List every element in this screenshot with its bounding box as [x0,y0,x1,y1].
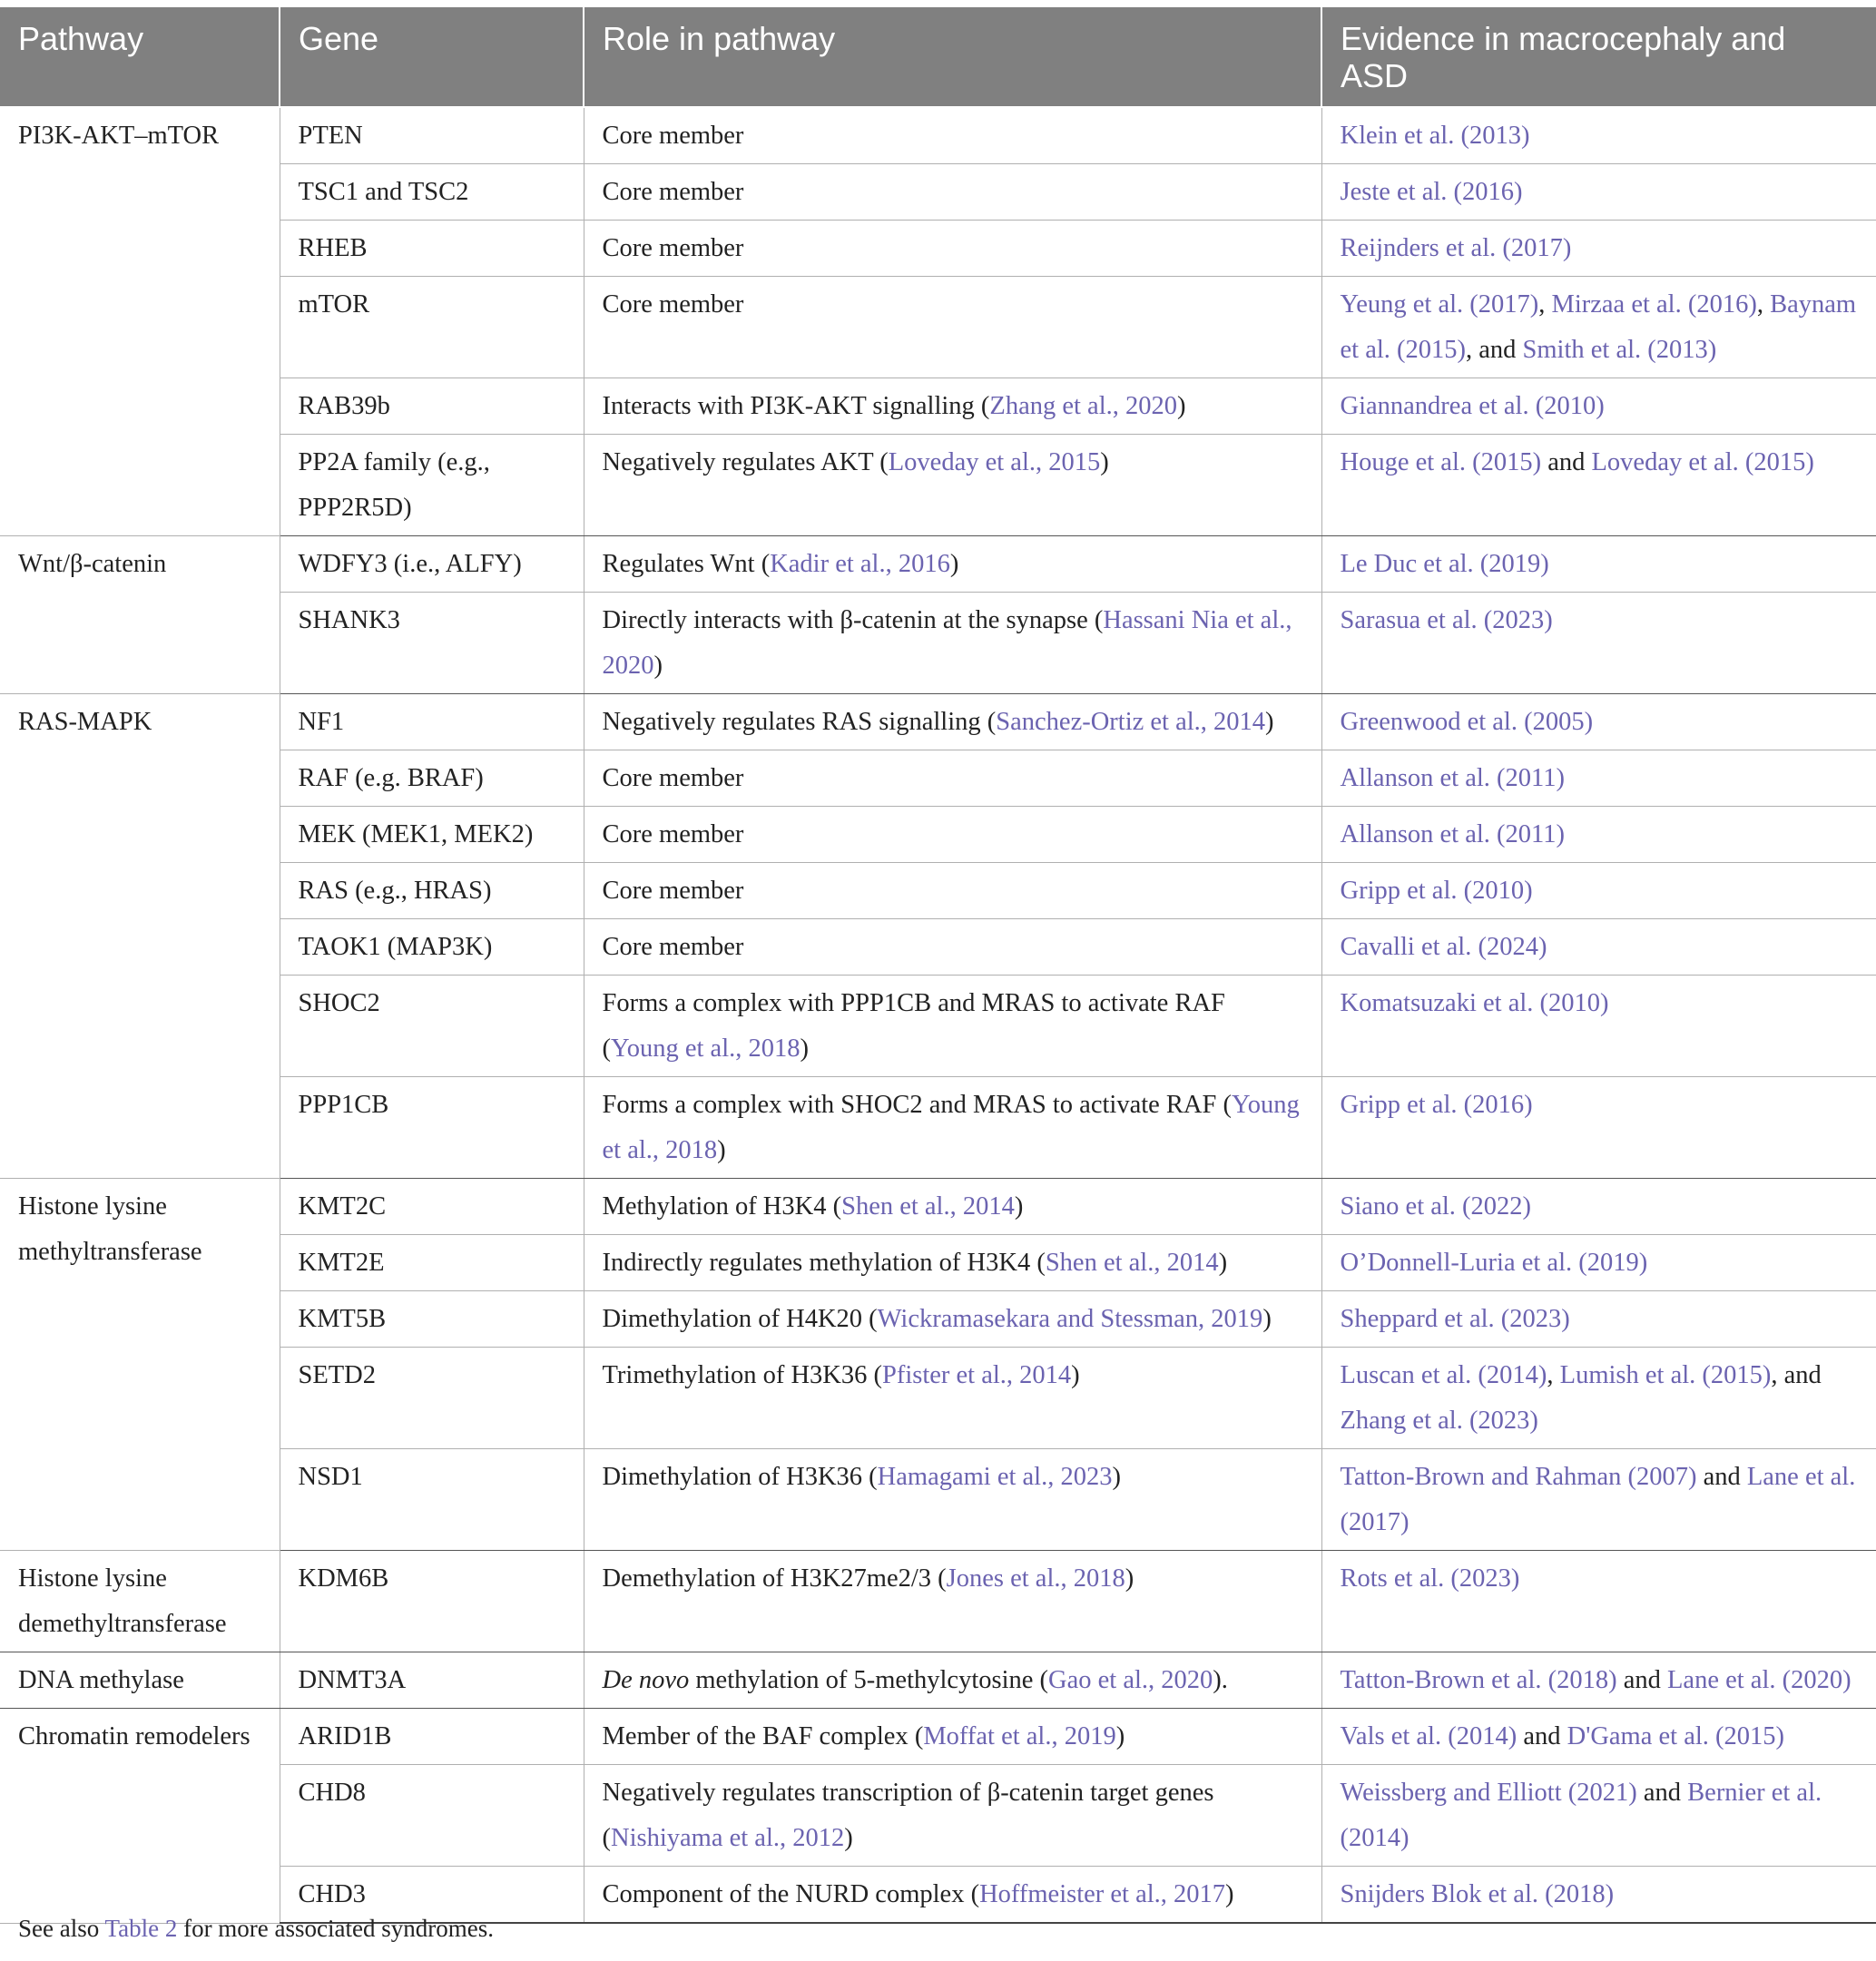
citation-link[interactable]: Cavalli et al. (2024) [1340,933,1547,961]
pathway-cell: Histone lysine methyltransferase [0,1179,280,1551]
gene-cell: RAF (e.g. BRAF) [280,750,584,807]
paren: ( [1087,606,1104,634]
paren: ( [826,1192,842,1221]
footnote-text: for more associated syndromes. [177,1915,494,1942]
evidence-cell [1321,919,1876,976]
gene-cell: DNMT3A [280,1652,584,1709]
header-pathway: Pathway [0,7,280,107]
gene-cell: RAS (e.g., HRAS) [280,863,584,919]
citation-link[interactable]: Mirzaa et al. (2016) [1551,290,1757,319]
citation-link[interactable]: Allanson et al. (2011) [1340,764,1565,792]
citation-link[interactable]: Gao et al., 2020 [1048,1666,1213,1694]
evidence-cell [1321,1709,1876,1765]
role-text: Component of the NURD complex [602,1880,965,1908]
gene-cell: WDFY3 (i.e., ALFY) [280,536,584,593]
separator: , and [1466,336,1523,364]
citation-link[interactable]: Allanson et al. (2011) [1340,820,1565,848]
evidence-cell [1321,277,1876,378]
gene-cell: ARID1B [280,1709,584,1765]
table-row [0,919,1876,976]
citation-link[interactable]: Smith et al. (2013) [1522,336,1717,364]
evidence-cell [1321,1235,1876,1291]
pathway-cell: RAS-MAPK [0,694,280,1179]
table-row [0,593,1876,694]
gene-cell: NSD1 [280,1449,584,1551]
paren: ). [1213,1666,1228,1694]
role-cell [584,1077,1321,1179]
role-cell: Core member [584,277,1321,378]
gene-cell: PPP1CB [280,1077,584,1179]
citation-link[interactable]: Zhang et al., 2020 [989,392,1177,420]
paren: ) [1071,1361,1080,1389]
gene-cell: SHOC2 [280,976,584,1077]
citation-link[interactable]: Zhang et al. (2023) [1340,1407,1538,1435]
role-cell [584,1348,1321,1449]
citation-link[interactable]: Hassani Nia et al., 2020 [602,606,1292,680]
separator: and [1541,448,1592,476]
header-role: Role in pathway [584,7,1321,107]
evidence-cell [1321,593,1876,694]
evidence-cell [1321,750,1876,807]
gene-cell: KMT2C [280,1179,584,1235]
citation-link[interactable]: Pfister et al., 2014 [882,1361,1072,1389]
role-text: Dimethylation of H3K36 [602,1463,863,1491]
gene-cell: CHD8 [280,1765,584,1867]
citation-link[interactable]: Young et al., 2018 [611,1034,800,1063]
gene-cell: RAB39b [280,378,584,435]
table-row [0,750,1876,807]
gene-cell: MEK (MEK1, MEK2) [280,807,584,863]
role-text: Demethylation of H3K27me2/3 [602,1564,932,1593]
table-row [0,976,1876,1077]
role-cell: Core member [584,919,1321,976]
citation-link[interactable]: Lane et al. (2020) [1667,1666,1851,1694]
paren: ( [862,1305,878,1333]
role-cell [584,593,1321,694]
citation-link[interactable]: Baynam et al. (2015) [1340,290,1857,364]
evidence-cell [1321,694,1876,750]
table-row [0,1551,1876,1652]
role-emphasis: De novo [602,1666,690,1694]
gene-cell: SHANK3 [280,593,584,694]
table-row [0,1652,1876,1709]
role-cell [584,1765,1321,1867]
citation-link[interactable]: Shen et al., 2014 [1045,1249,1219,1277]
pathway-cell: Histone lysine demethyltransferase [0,1551,280,1652]
evidence-cell [1321,107,1876,164]
citation-link[interactable]: Loveday et al., 2015 [888,448,1101,476]
role-cell: Core member [584,750,1321,807]
separator: and [1616,1666,1668,1694]
citation-link[interactable]: Jones et al., 2018 [946,1564,1125,1593]
separator: , [1538,290,1552,319]
paren: ) [1112,1463,1121,1491]
citation-link[interactable]: Shen et al., 2014 [841,1192,1015,1221]
table-row [0,863,1876,919]
pathway-cell: DNA methylase [0,1652,280,1709]
citation-link[interactable]: Klein et al. (2013) [1340,122,1530,150]
role-text: Directly interacts with β-catenin at the synapse [602,606,1088,634]
pathway-cell: PI3K-AKT–mTOR [0,107,280,536]
role-cell [584,1551,1321,1652]
citation-link[interactable]: Snijders Blok et al. (2018) [1340,1880,1615,1908]
paren: ) [800,1034,809,1063]
separator: , and [1771,1361,1822,1389]
evidence-cell [1321,1077,1876,1179]
paren: ) [653,652,663,680]
citation-link[interactable]: Nishiyama et al., 2012 [611,1824,845,1852]
citation-link[interactable]: Luscan et al. (2014) [1340,1361,1547,1389]
role-cell [584,1449,1321,1551]
table-2-link[interactable]: Table 2 [104,1915,178,1942]
paren: ( [1030,1249,1046,1277]
separator: and [1696,1463,1747,1491]
citation-link[interactable]: Moffat et al., 2019 [923,1722,1116,1750]
evidence-cell [1321,378,1876,435]
citation-link[interactable]: Komatsuzaki et al. (2010) [1340,989,1609,1017]
header-evidence: Evidence in macrocephaly and ASD [1321,7,1876,107]
role-text: Trimethylation of H3K36 [602,1361,868,1389]
paren: ) [1115,1722,1125,1750]
role-text: Indirectly regulates methylation of H3K4 [602,1249,1031,1277]
role-text: Interacts with PI3K-AKT signalling [602,392,975,420]
paren: ( [602,1034,611,1063]
role-text: Regulates Wnt [602,550,755,578]
table-row [0,536,1876,593]
role-cell [584,1867,1321,1924]
gene-cell: RHEB [280,221,584,277]
paren: ) [1218,1249,1228,1277]
evidence-cell [1321,1867,1876,1924]
separator: , [1756,290,1771,319]
paren: ) [949,550,959,578]
citation-link[interactable]: Bernier et al. (2014) [1340,1779,1822,1852]
table-row [0,378,1876,435]
citation-link[interactable]: Houge et al. (2015) [1340,448,1542,476]
table-row [0,164,1876,221]
header-gene: Gene [280,7,584,107]
evidence-cell [1321,1348,1876,1449]
role-cell [584,1652,1321,1709]
citation-link[interactable]: Hoffmeister et al., 2017 [979,1880,1226,1908]
role-text: methylation of 5-methylcytosine [689,1666,1034,1694]
table-row [0,807,1876,863]
pathway-gene-table-container [0,7,1876,1924]
table-row [0,277,1876,378]
paren: ( [862,1463,878,1491]
evidence-cell [1321,221,1876,277]
citation-link[interactable]: Tatton-Brown et al. (2018) [1340,1666,1617,1694]
gene-cell: mTOR [280,277,584,378]
role-text: Forms a complex with PPP1CB and MRAS to activate RAF [602,989,1225,1017]
citation-link[interactable]: Hamagami et al., 2023 [877,1463,1113,1491]
paren: ) [844,1824,853,1852]
gene-cell: SETD2 [280,1348,584,1449]
citation-link[interactable]: Yeung et al. (2017) [1340,290,1539,319]
paren: ( [931,1564,947,1593]
paren: ( [873,448,889,476]
table-row [0,694,1876,750]
role-cell: Core member [584,807,1321,863]
gene-cell: TAOK1 (MAP3K) [280,919,584,976]
citation-link[interactable]: Lane et al. (2017) [1340,1463,1856,1536]
role-cell: Core member [584,164,1321,221]
separator: , [1547,1361,1560,1389]
citation-link[interactable]: Giannandrea et al. (2010) [1340,392,1605,420]
evidence-cell [1321,164,1876,221]
table-row [0,1077,1876,1179]
citation-link[interactable]: Le Duc et al. (2019) [1340,550,1549,578]
role-cell [584,536,1321,593]
citation-link[interactable]: Sheppard et al. (2023) [1340,1305,1570,1333]
paren: ) [1262,1305,1272,1333]
citation-link[interactable]: Vals et al. (2014) [1340,1722,1517,1750]
evidence-cell [1321,863,1876,919]
evidence-cell [1321,1652,1876,1709]
citation-link[interactable]: Wickramasekara and Stessman, 2019 [877,1305,1263,1333]
evidence-cell [1321,1551,1876,1652]
role-cell: Core member [584,863,1321,919]
paren: ( [974,392,990,420]
citation-link[interactable]: Gripp et al. (2016) [1340,1091,1533,1119]
paren: ) [1225,1880,1234,1908]
role-cell: Core member [584,107,1321,164]
separator: and [1517,1722,1567,1750]
citation-link[interactable]: Rots et al. (2023) [1340,1564,1520,1593]
gene-cell: CHD3 [280,1867,584,1924]
paren: ( [980,708,997,736]
citation-link[interactable]: Jeste et al. (2016) [1340,178,1523,206]
role-text: Dimethylation of H4K20 [602,1305,863,1333]
paren: ( [1216,1091,1232,1119]
citation-link[interactable]: Weissberg and Elliott (2021) [1340,1779,1637,1807]
paren: ) [1100,448,1109,476]
paren: ) [1014,1192,1024,1221]
citation-link[interactable]: Sanchez-Ortiz et al., 2014 [996,708,1266,736]
role-cell [584,1291,1321,1348]
citation-link[interactable]: D'Gama et al. (2015) [1567,1722,1784,1750]
gene-cell: NF1 [280,694,584,750]
evidence-cell [1321,1291,1876,1348]
gene-cell: KMT2E [280,1235,584,1291]
role-cell [584,694,1321,750]
evidence-cell [1321,807,1876,863]
role-cell [584,1235,1321,1291]
paren: ) [1265,708,1274,736]
role-cell [584,435,1321,536]
table-row [0,1291,1876,1348]
gene-cell: TSC1 and TSC2 [280,164,584,221]
table-header-row [0,7,1876,107]
paren: ( [602,1824,611,1852]
citation-link[interactable]: Sarasua et al. (2023) [1340,606,1553,634]
role-text: Forms a complex with SHOC2 and MRAS to activate RAF [602,1091,1217,1119]
citation-link[interactable]: Reijnders et al. (2017) [1340,234,1572,262]
citation-link[interactable]: Tatton-Brown and Rahman (2007) [1340,1463,1697,1491]
paren: ) [1177,392,1186,420]
citation-link[interactable]: Greenwood et al. (2005) [1340,708,1594,736]
table-footnote [18,1915,494,1943]
pathway-cell: Wnt/β-catenin [0,536,280,694]
evidence-cell [1321,1765,1876,1867]
role-text: Negatively regulates transcription of β-catenin target genes [602,1779,1214,1807]
paren: ) [717,1136,726,1164]
evidence-cell [1321,536,1876,593]
role-text: Member of the BAF complex [602,1722,909,1750]
paren: ( [754,550,771,578]
citation-link[interactable]: Gripp et al. (2010) [1340,877,1533,905]
paren: ( [867,1361,882,1389]
citation-link[interactable]: Kadir et al., 2016 [770,550,950,578]
citation-link[interactable]: Loveday et al. (2015) [1591,448,1814,476]
table-row [0,1235,1876,1291]
table-row [0,107,1876,164]
pathway-cell: Chromatin remodelers [0,1709,280,1924]
gene-cell: KMT5B [280,1291,584,1348]
pathway-gene-table [0,7,1876,1924]
table-row [0,1765,1876,1867]
paren: ( [964,1880,980,1908]
gene-cell: PTEN [280,107,584,164]
table-row [0,1179,1876,1235]
evidence-cell [1321,976,1876,1077]
citation-link[interactable]: Lumish et al. (2015) [1559,1361,1772,1389]
evidence-cell [1321,1449,1876,1551]
separator: and [1636,1779,1688,1807]
role-text: Negatively regulates AKT [602,448,874,476]
evidence-cell [1321,1179,1876,1235]
role-cell [584,1179,1321,1235]
evidence-cell [1321,435,1876,536]
role-cell [584,378,1321,435]
table-row [0,435,1876,536]
footnote-text: See also [18,1915,105,1942]
paren: ( [908,1722,924,1750]
gene-cell: PP2A family (e.g., PPP2R5D) [280,435,584,536]
citation-link[interactable]: Siano et al. (2022) [1340,1192,1532,1221]
paren: ) [1125,1564,1134,1593]
role-cell [584,1709,1321,1765]
role-text: Negatively regulates RAS signalling [602,708,981,736]
citation-link[interactable]: Young et al., 2018 [602,1091,1300,1164]
table-row [0,221,1876,277]
table-row [0,1449,1876,1551]
citation-link[interactable]: O’Donnell-Luria et al. (2019) [1340,1249,1648,1277]
role-text: Methylation of H3K4 [602,1192,827,1221]
table-row [0,1348,1876,1449]
table-row [0,1709,1876,1765]
paren: ( [1033,1666,1049,1694]
role-cell [584,976,1321,1077]
gene-cell: KDM6B [280,1551,584,1652]
role-cell: Core member [584,221,1321,277]
